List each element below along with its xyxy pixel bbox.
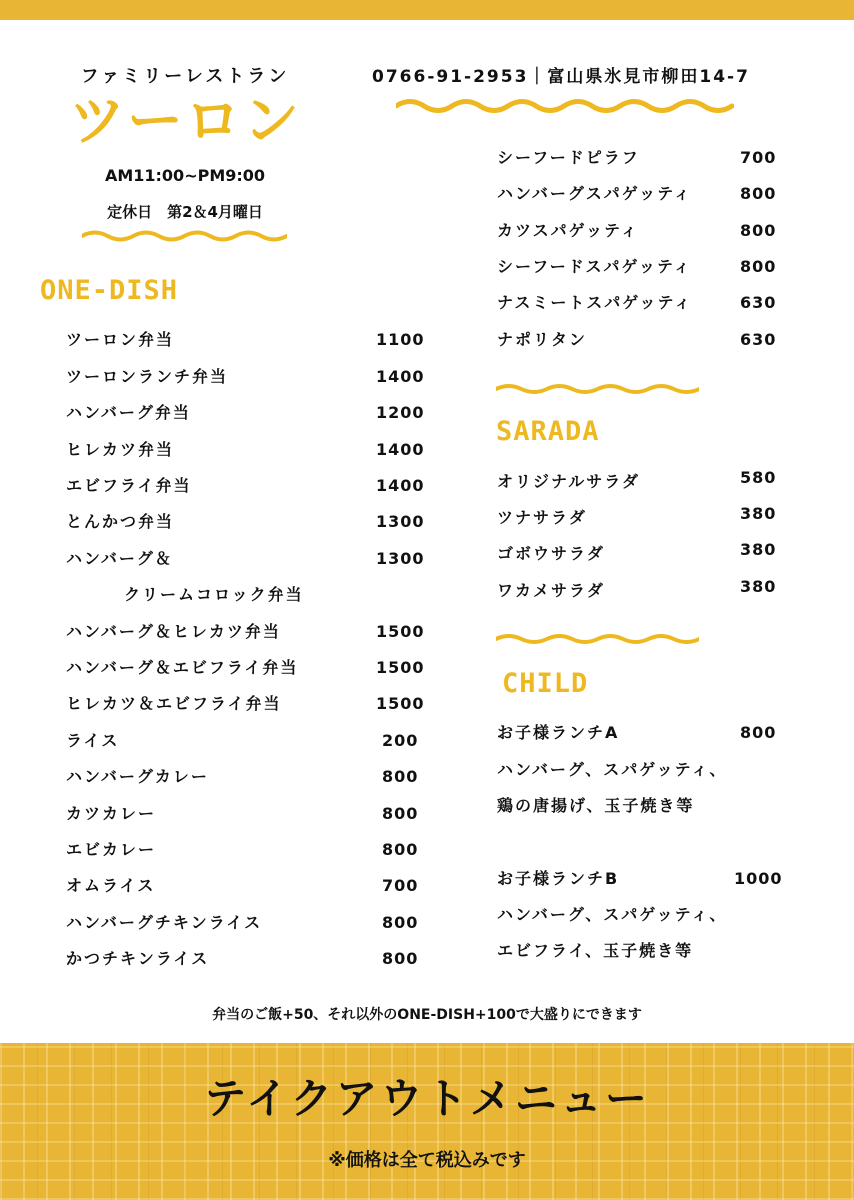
menu-item-name: カツスパゲッティ <box>497 221 639 240</box>
menu-item-price: 1300 <box>376 512 425 531</box>
section-heading-child: CHILD <box>502 668 589 699</box>
menu-item-name-continued: クリームコロック弁当 <box>124 585 304 604</box>
menu-item-price: 800 <box>382 767 419 786</box>
menu-item-name: ハンバーグ＆ヒレカツ弁当 <box>66 622 281 641</box>
menu-item-price: 700 <box>382 876 419 895</box>
kids-lunch-a-name: お子様ランチA <box>497 723 620 742</box>
menu-item-name: ハンバーグ弁当 <box>66 403 191 422</box>
menu-item-price: 1500 <box>376 694 425 713</box>
kids-lunch-b-name: お子様ランチB <box>497 869 620 888</box>
menu-item-price: 800 <box>382 840 419 859</box>
restaurant-subtitle: ファミリーレストラン <box>80 66 290 87</box>
section-heading-one-dish: ONE-DISH <box>40 275 179 306</box>
menu-item-name: シーフードスパゲッティ <box>497 257 692 276</box>
menu-item-name: ハンバーグ＆ <box>66 549 173 568</box>
kids-lunch-a-description: ハンバーグ、スパゲッティ、 <box>497 760 728 779</box>
top-bar <box>0 0 854 20</box>
kids-lunch-b-price: 1000 <box>734 869 783 888</box>
restaurant-name: ツーロン <box>69 89 301 154</box>
menu-item-name: ハンバーグ＆エビフライ弁当 <box>66 658 299 677</box>
tax-included-note: ※価格は全て税込みです <box>328 1150 526 1171</box>
wave-divider-salad <box>496 381 699 397</box>
menu-item-price: 380 <box>740 504 777 523</box>
menu-item-price: 380 <box>740 577 777 596</box>
menu-item-name: ライス <box>66 731 120 750</box>
menu-item-price: 800 <box>740 257 777 276</box>
menu-item-name: ハンバーグスパゲッティ <box>497 184 692 203</box>
menu-item-name: ツーロン弁当 <box>66 330 175 349</box>
wave-divider-contact <box>396 96 734 116</box>
menu-item-name: ヒレカツ弁当 <box>66 440 175 459</box>
menu-item-price: 700 <box>740 148 777 167</box>
menu-item-name: ツナサラダ <box>497 508 587 527</box>
menu-item-price: 380 <box>740 540 777 559</box>
menu-item-name: ワカメサラダ <box>497 581 605 600</box>
menu-item-price: 800 <box>382 913 419 932</box>
wave-divider-header <box>82 228 287 244</box>
menu-item-name: ハンバーグチキンライス <box>66 913 263 932</box>
menu-item-price: 1400 <box>376 367 425 386</box>
menu-item-name: ヒレカツ＆エビフライ弁当 <box>66 694 282 713</box>
large-portion-note: 弁当のご飯+50、それ以外のONE-DISH+100で大盛りにできます <box>212 1007 642 1023</box>
menu-item-price: 1400 <box>376 440 425 459</box>
menu-item-price: 1100 <box>376 330 425 349</box>
menu-item-price: 1300 <box>376 549 425 568</box>
menu-item-name: エビカレー <box>66 840 157 859</box>
takeout-menu-title: テイクアウトメニュー <box>204 1074 650 1123</box>
menu-item-price: 800 <box>740 221 777 240</box>
menu-item-name: ナスミートスパゲッティ <box>497 293 693 312</box>
kids-lunch-b-description: エビフライ、玉子焼き等 <box>497 941 694 960</box>
opening-hours: AM11:00~PM9:00 <box>104 166 266 185</box>
menu-item-price: 800 <box>382 949 419 968</box>
menu-item-name: カツカレー <box>66 804 157 823</box>
menu-item-name: シーフードピラフ <box>497 148 640 167</box>
menu-item-name: オリジナルサラダ <box>497 472 641 491</box>
menu-item-price: 1200 <box>376 403 425 422</box>
menu-item-name: ゴボウサラダ <box>497 544 605 563</box>
kids-lunch-a-description: 鶏の唐揚げ、玉子焼き等 <box>497 796 695 815</box>
menu-item-price: 200 <box>382 731 419 750</box>
menu-item-name: ツーロンランチ弁当 <box>66 367 229 386</box>
menu-item-name: エビフライ弁当 <box>66 476 192 495</box>
menu-item-price: 630 <box>740 330 777 349</box>
menu-item-name: とんかつ弁当 <box>66 512 175 531</box>
menu-item-name: ハンバーグカレー <box>66 767 209 786</box>
section-heading-sarada: SARADA <box>496 416 600 447</box>
menu-item-name: かつチキンライス <box>66 949 210 968</box>
contact-info: 0766-91-2953｜富山県氷見市柳田14-7 <box>372 67 750 87</box>
menu-item-price: 1400 <box>376 476 425 495</box>
menu-item-name: オムライス <box>66 876 156 895</box>
menu-item-price: 1500 <box>376 622 425 641</box>
kids-lunch-a-price: 800 <box>740 723 777 742</box>
menu-item-price: 630 <box>740 293 777 312</box>
menu-item-price: 800 <box>382 804 419 823</box>
menu-item-price: 800 <box>740 184 777 203</box>
kids-lunch-b-description: ハンバーグ、スパゲッティ、 <box>497 905 728 924</box>
menu-item-price: 580 <box>740 468 777 487</box>
closed-days: 定休日 第2＆4月曜日 <box>107 203 263 221</box>
menu-item-price: 1500 <box>376 658 425 677</box>
menu-item-name: ナポリタン <box>497 330 588 349</box>
wave-divider-child <box>496 631 699 647</box>
